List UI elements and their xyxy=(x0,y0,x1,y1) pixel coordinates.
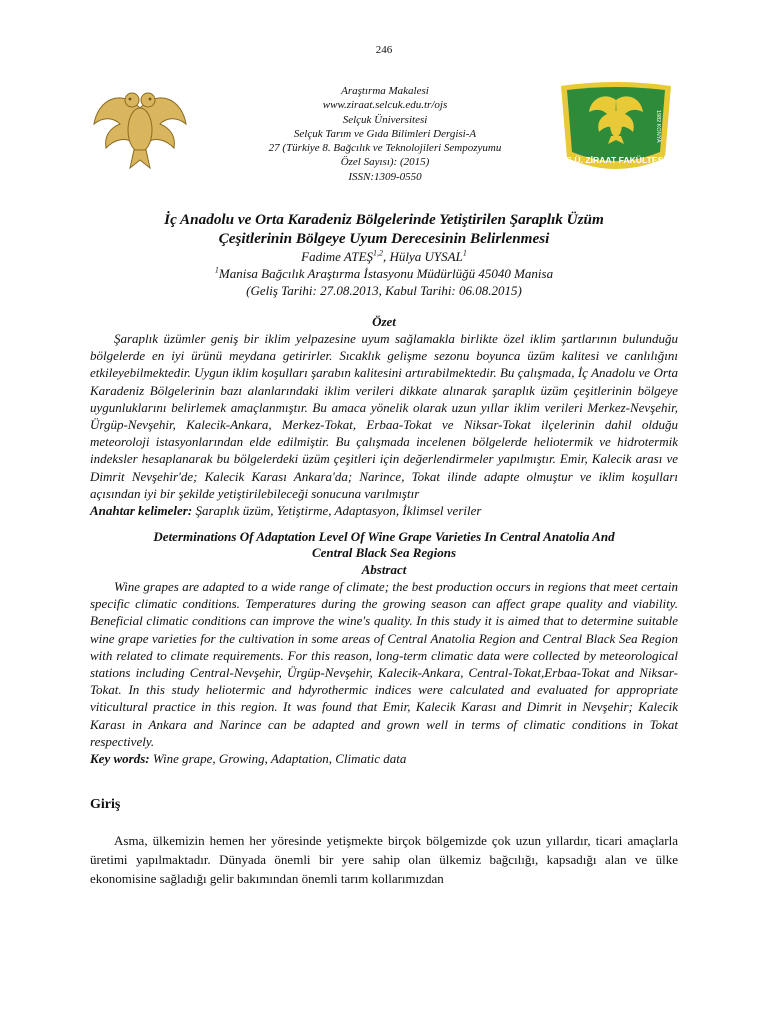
journal-header xyxy=(180,84,590,184)
ozet-text: Şaraplık üzümler geniş bir iklim yelpazesine uyum sağlamakla birlikte özel iklim şartlarının bulunduğu bölgelerde en iyi ürünü meydana getirirler. Sıcaklık gelişme sezonu boyunca üzüm kalitesi ve canlılığını etkileyebilmektedir. Uygun iklim koşulları şarabın kalitesini artırabilmektedir. Bu çalışmada, İç Anadolu ve Orta Karadeniz Bölgelerinin bazı alanlarındaki iklim verileri dikkate alınarak şaraplık üzüm çeşitlerinin bölgeye uygunluklarını belirlemek amaçlanmıştır. Bu amaca yönelik olarak uzun yıllar iklim verileri Merkez-Nevşehir, Ürgüp-Nevşehir, Kalecik-Ankara, Merkez-Tokat, Erbaa-Tokat ve Niksar-Tokat ilçelerinin dahil olduğu meteoroloji istasyonlarından elde edilmiştir. Bu çalışmada incelenen bölgelerde heliotermik ve hidrotermik indeksler hesaplanarak bu bölgelerdeki üzüm çeşitleri için değerlendirmeler yapılmıştır. Emir, Kalecik arası ve Dimrit Nevşehir'de; Kalecik Karası Ankara'da; Narince, Tokat ilinde adapte olmuştur ve iklim koşulları açısından iyi bir şekilde yetiştirilebileceği sonucuna varılmıştır xyxy=(90,331,678,501)
ozet-keywords xyxy=(90,502,678,519)
logo-text: S.Ü. ZİRAAT FAKÜLTESİ xyxy=(566,155,666,165)
header-line: Selçuk Tarım ve Gıda Bilimleri Dergisi-A xyxy=(293,127,477,140)
keywords-value: Şaraplık üzüm, Yetiştirme, Adaptasyon, İklimsel veriler xyxy=(192,503,482,519)
authors xyxy=(90,248,678,265)
article-title-tr xyxy=(90,210,678,248)
affiliation-superscript: 1 xyxy=(214,265,219,275)
keywords-label: Key words: xyxy=(90,751,150,767)
keywords-label: Anahtar kelimeler: xyxy=(90,503,193,519)
ozet-heading: Özet xyxy=(372,314,396,329)
header-line: ISSN:1309-0550 xyxy=(348,170,422,183)
header-line: Özel Sayısı): (2015) xyxy=(340,156,430,169)
header-line: Selçuk Üniversitesi xyxy=(342,113,428,126)
title-line: Central Black Sea Regions xyxy=(311,545,457,561)
abstract-heading: Abstract xyxy=(361,562,407,578)
keywords-value: Wine grape, Growing, Adaptation, Climatic data xyxy=(149,751,407,767)
header-line: 27 (Türkiye 8. Bağcılık ve Teknolojileri Sempozyumu xyxy=(268,142,502,155)
abstract-text: Wine grapes are adapted to a wide range of climate; the best production occurs in regions that meet certain specific climatic conditions. Temperatures during the growing season can affect grape quality and viability. Beneficial climatic conditions can improve the wine's quality. In this study it is aimed that to determine suitable wine grape varieties for the cultivation in some areas of Central Anatolia Region and Central Black Sea Region with related to climate requirements. For this reason, long-term climatic data were collected by meteorological stations including Central-Nevşehir, Ürgüp-Nevşehir, Kalecik-Ankara, Central-Tokat,Erbaa-Tokat and Niksar-Tokat. In this study heliotermic and hdyrothermic indices were calculated and evaluated for appropriate viticultural practice in this region. It was found that Emir, Kalecik Karası and Dimrit in Nevşehir; Kalecik Karası in Ankara and Narince can be adapted and grown well in terms of climatic conditions in Tokat respectively. xyxy=(90,579,678,749)
author-superscript: 1,2 xyxy=(373,248,384,258)
header-line[interactable]: www.ziraat.selcuk.edu.tr/ojs xyxy=(322,99,448,112)
article-title-en xyxy=(90,529,678,561)
header-line: Araştırma Makalesi xyxy=(341,85,429,97)
author-name: Fadime ATEŞ xyxy=(301,249,374,264)
author-separator: , xyxy=(383,249,390,264)
author-name: Hülya UYSAL xyxy=(389,249,463,264)
title-line: İç Anadolu ve Orta Karadeniz Bölgelerinde Yetiştirilen Şaraplık Üzüm xyxy=(164,211,604,228)
affiliation xyxy=(90,265,678,282)
title-line: Determinations Of Adaptation Level Of Wine Grape Varieties In Central Anatolia And xyxy=(153,529,615,545)
title-line: Çeşitlerinin Bölgeye Uyum Derecesinin Belirlenmesi xyxy=(218,230,550,247)
article-content xyxy=(90,210,678,888)
submission-dates: (Geliş Tarihi: 27.08.2013, Kabul Tarihi: 06.08.2015) xyxy=(246,283,522,298)
page-number: 246 xyxy=(375,44,393,56)
giris-heading: Giriş xyxy=(90,797,121,813)
abstract-keywords xyxy=(90,750,678,767)
author-superscript: 1 xyxy=(462,248,467,258)
ziraat-faculty-logo xyxy=(553,80,679,176)
affiliation-text: Manisa Bağcılık Araştırma İstasyonu Müdürlüğü 45040 Manisa xyxy=(218,266,554,281)
logo-side-text: 1982 KONYA xyxy=(655,110,661,143)
giris-text: Asma, ülkemizin hemen her yöresinde yetişmekte birçok bölgemizde çok uzun yıllardır, ticari amaçlarla üretimi yapılmaktadır. Dünyada önemli bir yere sahip olan ülkemiz bağcılığı, kapsadığı alan ve ülke ekonomisine sağladığı gelir bakımından önemli tarım kollarımızdan xyxy=(90,833,678,887)
seljuk-eagle-logo xyxy=(90,78,190,170)
